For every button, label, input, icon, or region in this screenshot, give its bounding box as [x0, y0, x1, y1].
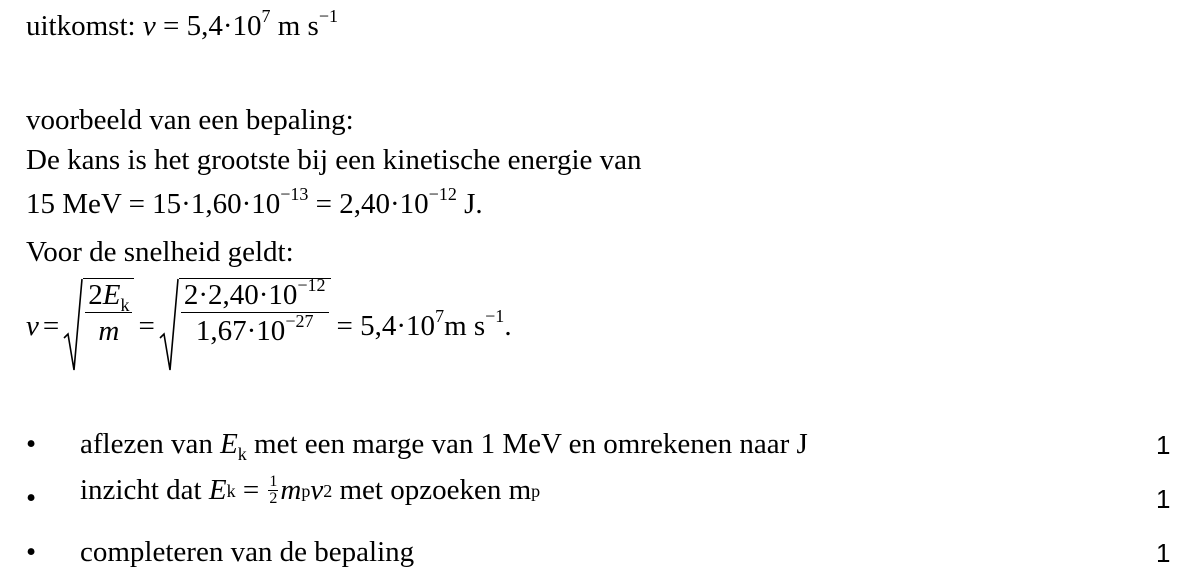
exponent: −12: [428, 184, 457, 204]
fraction-numerator: 1: [269, 473, 278, 490]
outcome-label: uitkomst:: [26, 10, 136, 42]
outcome-formula: [142, 6, 338, 42]
subscript: k: [120, 295, 130, 315]
velocity-symbol: v: [310, 474, 324, 506]
exponent: −27: [285, 311, 314, 331]
criterion-post: met opzoeken m: [332, 474, 532, 506]
period: .: [504, 309, 512, 342]
example-line-3: Voor de snelheid geldt:: [26, 236, 294, 268]
velocity-symbol: v: [142, 10, 156, 42]
bullet: •: [26, 482, 37, 514]
one-half-fraction: [268, 474, 278, 507]
example-line-2: [26, 184, 483, 220]
outcome-exponent: 7: [261, 6, 271, 26]
criterion-pre: inzicht dat: [80, 474, 209, 506]
outcome-unit: m s: [277, 10, 319, 42]
radical-sign-icon: [159, 278, 179, 374]
denominator-value: 1,67·10: [195, 315, 286, 347]
fraction-2-numerator: [181, 275, 329, 312]
example-line-1: De kans is het grootste bij een kinetische energie van: [26, 144, 642, 176]
coefficient: 2: [88, 279, 103, 311]
formula-eq2: =: [138, 309, 155, 342]
radical-sign-icon: [63, 278, 83, 374]
outcome-unit-exponent: −1: [318, 6, 338, 26]
equals-sign: =: [162, 10, 180, 42]
formula-lhs: v: [26, 309, 39, 342]
energy-symbol: E: [208, 474, 227, 506]
bullet: •: [26, 536, 37, 568]
energy-symbol: E: [102, 279, 121, 311]
exponent: −12: [297, 275, 326, 295]
equals-sign: =: [235, 474, 267, 506]
sqrt-2: [159, 275, 331, 374]
bullet: •: [26, 428, 37, 460]
mass-symbol: m: [280, 474, 302, 506]
numerator-value: 2·2,40·10: [183, 279, 298, 311]
criterion-text: completeren van de bepaling: [80, 536, 415, 568]
example-heading: voorbeeld van een bepaling:: [26, 104, 354, 136]
energy-result: = 2,40·10: [308, 188, 429, 220]
formula-eq1: =: [42, 309, 60, 342]
radicand-2: [179, 275, 331, 374]
energy-symbol: E: [220, 428, 238, 460]
energy-unit: J.: [456, 188, 483, 220]
score: 1: [1156, 430, 1171, 460]
exponent: −1: [485, 305, 505, 326]
result-unit: m s: [444, 309, 486, 342]
fraction-1: [85, 281, 132, 346]
outcome-mantissa: 5,4·10: [186, 10, 262, 42]
outcome-line: [26, 6, 338, 42]
fraction-2-denominator: [181, 312, 329, 346]
formula-result: [336, 305, 512, 342]
sqrt-1: [63, 278, 134, 374]
criterion-post: met een marge van 1 MeV en omrekenen naar J: [246, 428, 808, 460]
fraction-2: [181, 275, 329, 347]
criterion-pre: aflezen van: [80, 428, 221, 460]
exponent: 7: [435, 305, 445, 326]
energy-conversion: 15 MeV = 15·1,60·10: [26, 188, 281, 220]
exponent: −13: [280, 184, 309, 204]
criterion-text: inzicht dat E k = $\frac{1}{2}$ m p v 2 met opzoeken m p: [80, 473, 541, 507]
radicand-1: [83, 278, 134, 374]
criterion-text: [80, 428, 808, 464]
score: 1: [1156, 484, 1171, 514]
score: 1: [1156, 538, 1171, 568]
velocity-formula: [26, 276, 512, 376]
result-value: = 5,4·10: [336, 309, 436, 342]
subscript: k: [237, 444, 247, 464]
fraction-denominator: 2: [269, 490, 278, 507]
fraction-1-denominator: m: [85, 312, 132, 346]
fraction-1-numerator: [85, 279, 132, 315]
